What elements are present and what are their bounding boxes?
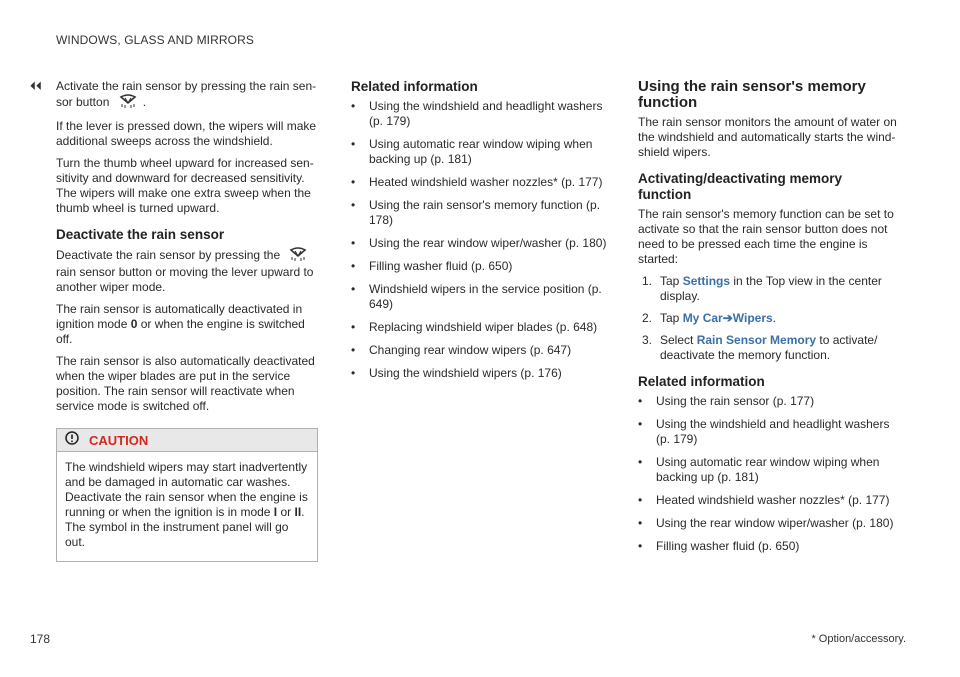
subheading-line-1: Activating/deactivating memory — [638, 171, 843, 186]
caution-title: CAUTION — [89, 432, 149, 448]
list-item[interactable]: • Changing rear window wipers (p. 647) — [351, 343, 572, 357]
paragraph-ignition — [56, 302, 318, 347]
footnote: * Option/accessory. — [811, 633, 906, 645]
list-item[interactable]: • Windshield wipers in the service position (p. 649) — [351, 282, 602, 311]
text-ignition-2: or when the engine is switched off. — [56, 317, 305, 346]
warning-icon — [65, 431, 79, 449]
settings-link[interactable]: Settings — [682, 274, 731, 288]
text-deactivate-1: Deactivate the rain sensor by pressing the — [56, 248, 281, 263]
rain-sensor-memory-link[interactable]: Rain Sensor Memory — [696, 333, 817, 347]
caution-or: or — [277, 505, 295, 519]
list-item[interactable]: • Using the windshield and headlight washers (p. 179) — [351, 99, 603, 128]
related-info-list — [638, 394, 906, 554]
ignition-mode-0: 0 — [130, 317, 138, 331]
caution-text-2: . The symbol in the instrument panel will go out. — [65, 505, 305, 549]
paragraph-intro: The rain sensor monitors the amount of water on the windshield and automatically starts the wind-shield wipers. — [638, 115, 897, 159]
list-item[interactable]: • Using the rear window wiper/washer (p. 180) — [638, 516, 894, 530]
list-item[interactable]: • Using the windshield and headlight washers (p. 179) — [638, 417, 890, 446]
list-item[interactable]: • Heated windshield washer nozzles* (p. 177) — [351, 175, 603, 189]
column-1 — [56, 79, 318, 562]
rain-sensor-icon — [289, 247, 307, 265]
continuation-mark: ⏴⏴ — [30, 79, 43, 93]
paragraph-lever: If the lever is pressed down, the wipers will make additional sweeps across the windshield. — [56, 119, 317, 148]
wipers-link[interactable]: Wipers — [732, 311, 773, 325]
caution-text-1: The windshield wipers may start inadvertently and be damaged in automatic car washes. Deactivate the rain sensor when the engine is running or when the ignition is in mode — [65, 460, 308, 519]
related-info-list — [351, 99, 613, 381]
section-title-line-1: Using the rain sensor's memory — [638, 78, 866, 95]
mode-ii: II — [294, 505, 302, 519]
section-title-line-2: function — [638, 94, 698, 111]
paragraph-service: The rain sensor is also automatically deactivated when the wiper blades are put in the service position. The rain sensor will reactivate when service mode is switched off. — [56, 354, 315, 413]
paragraph-activate — [56, 79, 318, 112]
caution-header — [57, 429, 317, 452]
list-item[interactable]: • Replacing windshield wiper blades (p. 648) — [351, 320, 598, 334]
subheading-line-2: function — [638, 187, 692, 202]
step-item: 1. Tap Settings in the Top view in the center display. — [642, 274, 882, 303]
mode-i: I — [273, 505, 278, 519]
paragraph-memory: The rain sensor's memory function can be set to activate so that the rain sensor button does not need to be pressed each time the engine is started: — [638, 207, 894, 266]
column-2 — [351, 79, 613, 389]
list-item[interactable]: • Using the rain sensor (p. 177) — [638, 394, 815, 408]
text-deactivate-2: rain sensor button or moving the lever upward to another wiper mode. — [56, 265, 314, 294]
related-info-heading: Related information — [351, 79, 478, 94]
step-item: 2. Tap My Car➔Wipers. — [642, 311, 777, 325]
list-item[interactable]: • Filling washer fluid (p. 650) — [351, 259, 513, 273]
text-activate-2: sor button — [56, 95, 110, 110]
caution-text — [57, 452, 317, 561]
rain-sensor-icon — [119, 94, 137, 112]
section-title — [638, 79, 906, 111]
list-item[interactable]: • Using the windshield wipers (p. 176) — [351, 366, 562, 380]
text-activate-3: . — [142, 95, 147, 110]
list-item[interactable]: • Using automatic rear window wiping when backing up (p. 181) — [351, 137, 593, 166]
paragraph-deactivate — [56, 247, 318, 295]
list-item[interactable]: • Using the rain sensor's memory function (p. 178) — [351, 198, 601, 227]
list-item[interactable]: • Using automatic rear window wiping when backing up (p. 181) — [638, 455, 880, 484]
paragraph-thumb-wheel: Turn the thumb wheel upward for increased sen-sitivity and downward for decreased sensitivity. The wipers will make one extra sweep when the thumb wheel is turned upward. — [56, 156, 314, 215]
caution-box — [56, 428, 318, 562]
subheading-memory — [638, 171, 906, 203]
heading-deactivate: Deactivate the rain sensor — [56, 227, 225, 242]
list-item[interactable]: • Heated windshield washer nozzles* (p. 177) — [638, 493, 890, 507]
page-number: 178 — [30, 632, 51, 646]
list-item[interactable]: • Using the rear window wiper/washer (p. 180) — [351, 236, 607, 250]
list-item[interactable]: • Filling washer fluid (p. 650) — [638, 539, 800, 553]
column-3 — [638, 79, 906, 562]
text-ignition-1: The rain sensor is automatically deactivated in ignition mode — [56, 302, 303, 331]
section-header: WINDOWS, GLASS AND MIRRORS — [56, 33, 254, 47]
step-item: 3. Select Rain Sensor Memory to activate/ deactivate the memory function. — [642, 333, 878, 362]
arrow-right-icon: ➔ — [722, 311, 733, 325]
related-info-heading: Related information — [638, 374, 765, 389]
steps-list — [638, 274, 906, 363]
my-car-link[interactable]: My Car — [682, 311, 723, 325]
text-activate-1: Activate the rain sensor by pressing the rain sen- — [56, 79, 317, 93]
